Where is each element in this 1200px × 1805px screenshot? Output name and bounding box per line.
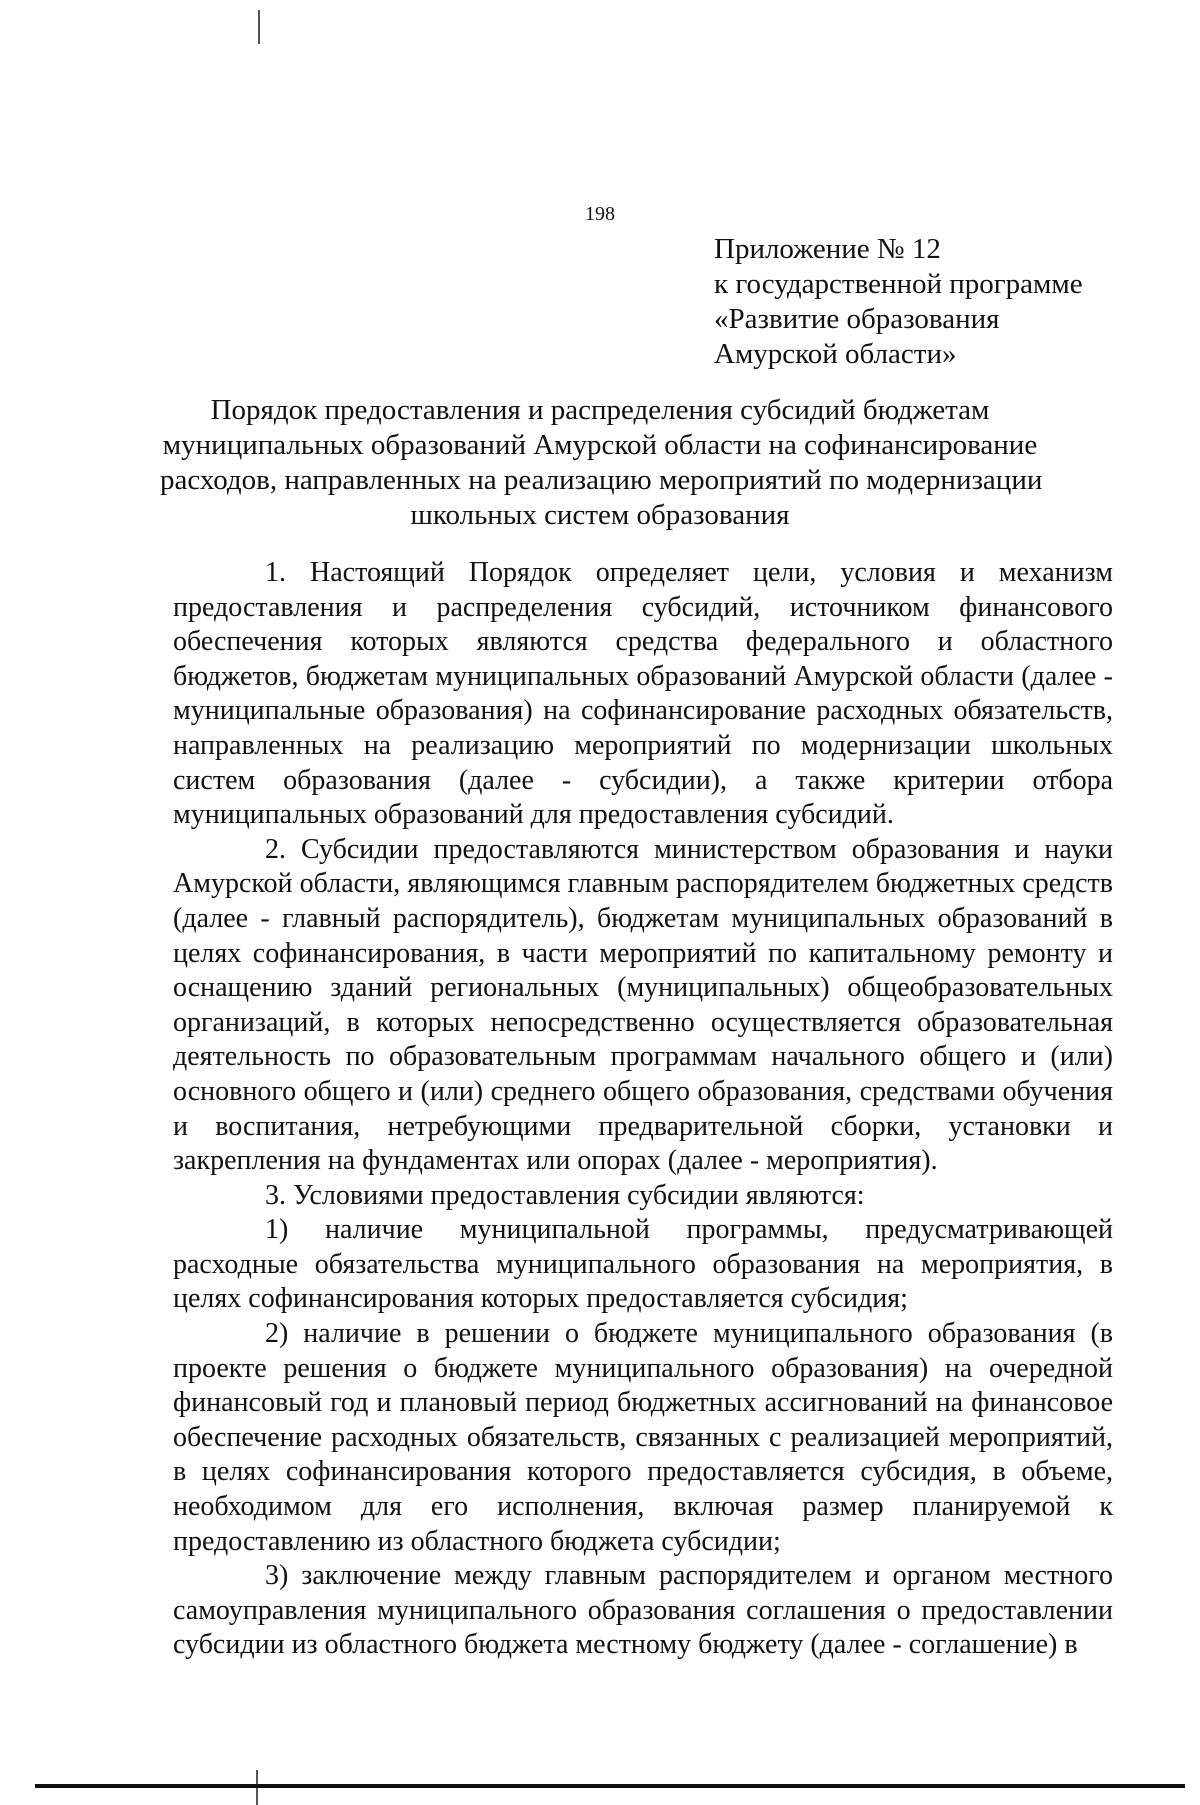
paragraph-3-item-3: 3) заключение между главным распорядителем и органом местного самоуправления муниципального образования соглашения о предоставлении субсидии из областного бюджета местному бюджету (далее - соглашение) в <box>173 1560 1113 1661</box>
paragraph-3-item-1: 1) наличие муниципальной программы, предусматривающей расходные обязательства муниципального образования на мероприятия, в целях софинансирования которых предоставляется субсидия; <box>173 1214 1113 1315</box>
appendix-line: «Развитие образования <box>714 303 1000 335</box>
appendix-line: к государственной программе <box>714 268 1083 300</box>
document-title <box>160 393 1043 533</box>
bottom-rule <box>35 1784 1185 1788</box>
appendix-line: Амурской области» <box>714 338 957 370</box>
paragraph-1: 1. Настоящий Порядок определяет цели, условия и механизм предоставления и распределения субсидий, источником финансового обеспечения которых являются средства федерального и областного бюджетов, бюджетам муниципальных образований Амурской области (далее - муниципальные образования) на софинансирование расходных обязательств, направленных на реализацию мероприятий по модернизации школьных систем образования (далее - субсидии), а также критерии отбора муниципальных образований для предоставления субсидий. <box>173 557 1113 831</box>
title-line: школьных систем образования <box>410 499 790 531</box>
title-line: расходов, направленных на реализацию мероприятий по модернизации <box>160 464 1043 496</box>
scan-edge-mark-top <box>258 10 260 44</box>
document-body <box>173 556 1113 1663</box>
paragraph-3: 3. Условиями предоставления субсидии являются: <box>265 1179 865 1211</box>
appendix-line: Приложение № 12 <box>714 233 941 265</box>
page-number: 198 <box>585 203 615 225</box>
paragraph-2: 2. Субсидии предоставляются министерством образования и науки Амурской области, являющимся главным распорядителем бюджетных средств (далее - главный распорядитель), бюджетам муниципальных образований в целях софинансирования, в части мероприятий по капитальному ремонту и оснащению зданий региональных (муниципальных) общеобразовательных организаций, в которых непосредственно осуществляется образовательная деятельность по образовательным программам начального общего и (или) основного общего и (или) среднего общего образования, средствами обучения и воспитания, нетребующими предварительной сборки, установки и закрепления на фундаментах или опорах (далее - мероприятия). <box>173 833 1113 1177</box>
appendix-block <box>714 232 1083 372</box>
title-line: Порядок предоставления и распределения субсидий бюджетам <box>210 394 990 426</box>
paragraph-3-item-2: 2) наличие в решении о бюджете муниципального образования (в проекте решения о бюджете муниципального образования) на очередной финансовый год и плановый период бюджетных ассигнований на финансовое обеспечение расходных обязательств, связанных с реализацией мероприятий, в целях софинансирования которого предоставляется субсидия, в объеме, необходимом для его исполнения, включая размер планируемой к предоставлению из областного бюджета субсидии; <box>173 1318 1113 1557</box>
title-line: муниципальных образований Амурской области на софинансирование <box>162 429 1038 461</box>
